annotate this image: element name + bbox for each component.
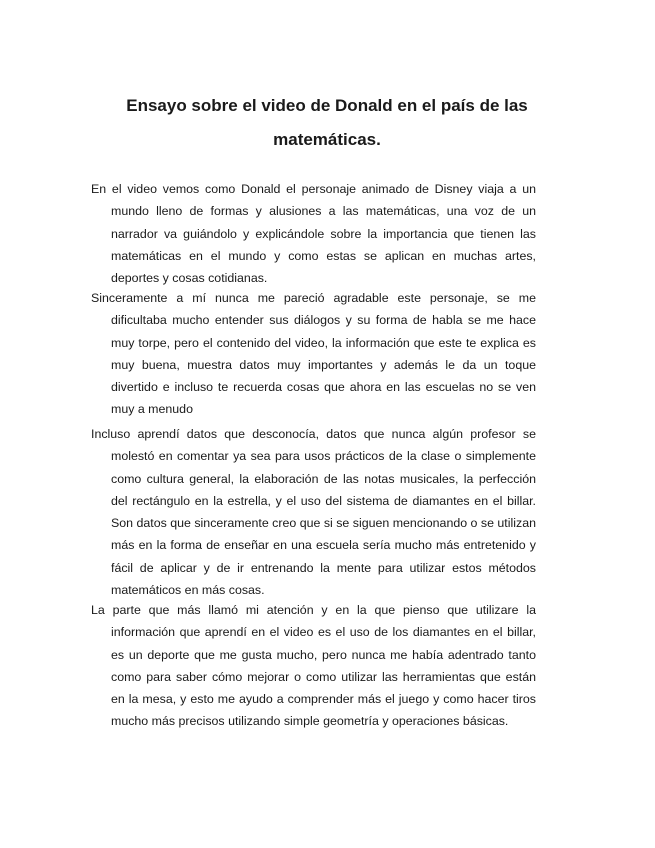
paragraph-2: Sinceramente a mí nunca me pareció agradable este personaje, se me dificultaba mucho entender sus diálogos y su forma de habla se me hace muy torpe, pero el contenido del video, la información que este te explica es muy buena, muestra datos muy importantes y además le da un toque divertido e incluso te recuerda cosas que ahora en las escuelas no se ven muy a menudo [91,291,536,417]
paragraph-1: En el video vemos como Donald el personaje animado de Disney viaja a un mundo lleno de formas y alusiones a las matemáticas, una voz de un narrador va guiándolo y explicándole sobre la importancia que tienen las matemáticas en el mundo y como estas se aplican en muchas artes, deportes y cosas cotidianas. [91,182,536,286]
paragraph-4: La parte que más llamó mi atención y en la que pienso que utilizare la información que aprendí en el video es el uso de los diamantes en el billar, es un deporte que me gusta mucho, pero nunca me había adentrado tanto como para saber cómo mejorar o como utilizar las herramientas que están en la mesa, y esto me ayudo a comprender más el juego y como hacer tiros mucho más precisos utilizando simple geometría y operaciones básicas. [91,603,536,729]
document-title: Ensayo sobre el video de Donald en el país de las matemáticas. [126,96,528,149]
paragraph-3: Incluso aprendí datos que desconocía, datos que nunca algún profesor se molestó en comentar ya sea para usos prácticos de la clase o simplemente como cultura general, la elaboración de las notas musicales, la perfección del rectángulo en la estrella, y el uso del sistema de diamantes en el billar. Son datos que sinceramente creo que si se siguen mencionando o se utilizan más en la forma de enseñar en una escuela sería mucho más entretenido y fácil de aplicar y de ir entrenando la mente para utilizar estos métodos matemáticos en más cosas. [91,427,536,598]
